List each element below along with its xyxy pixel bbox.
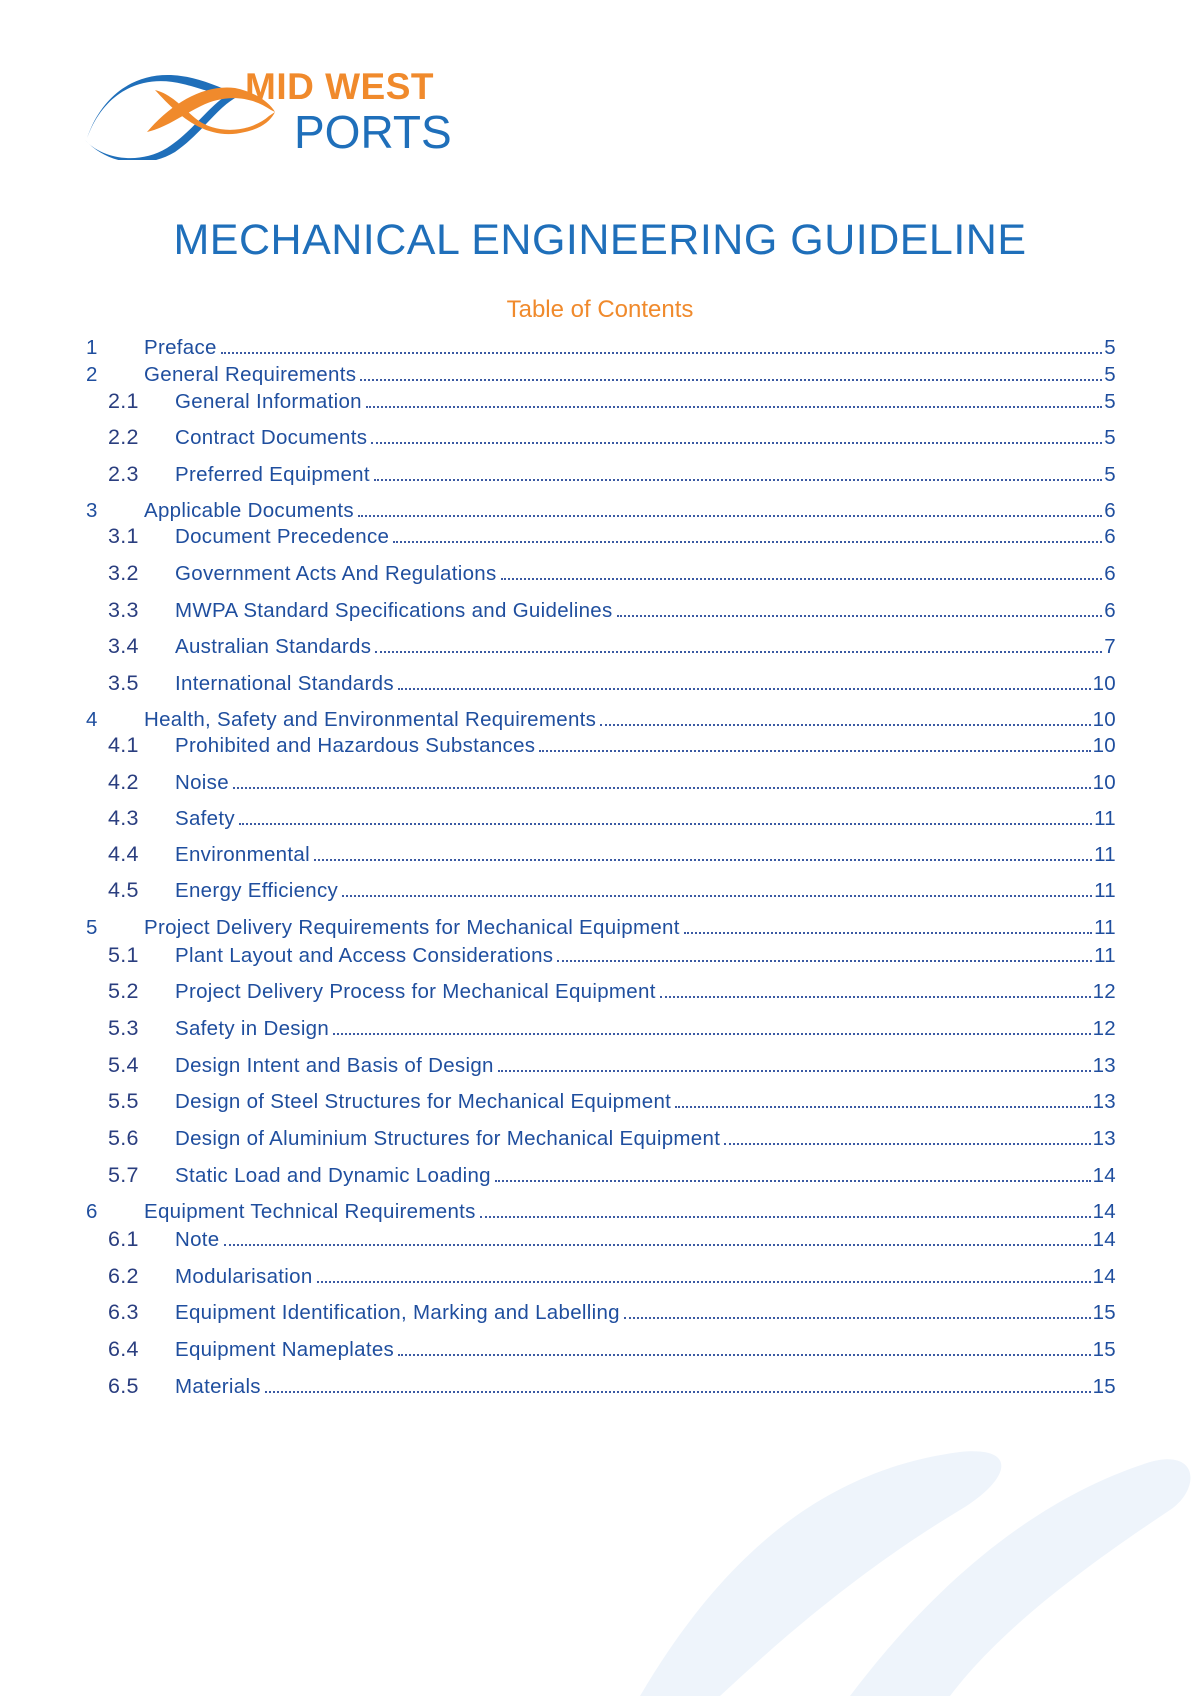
toc-dot-leader xyxy=(684,932,1092,934)
toc-entry-6[interactable] xyxy=(86,1196,1116,1224)
toc-entry-4[interactable] xyxy=(86,704,1116,732)
toc-entry-page-number: 6 xyxy=(1104,499,1116,522)
toc-entry-page-number: 7 xyxy=(1104,635,1116,658)
toc-entry-number: 5.6 xyxy=(108,1126,139,1150)
toc-entry-2-1[interactable] xyxy=(108,386,1116,414)
toc-entry-title: Equipment Technical Requirements xyxy=(144,1200,476,1223)
toc-entry-5[interactable] xyxy=(86,912,1116,940)
toc-entry-title: MWPA Standard Specifications and Guidelines xyxy=(175,599,613,622)
toc-entry-number: 6.3 xyxy=(108,1300,139,1324)
toc-entry-number: 2 xyxy=(86,363,98,386)
toc-entry-title: Materials xyxy=(175,1375,261,1398)
document-title: MECHANICAL ENGINEERING GUIDELINE xyxy=(173,216,1027,264)
toc-entry-5-5[interactable] xyxy=(108,1086,1116,1114)
toc-entry-page-number: 5 xyxy=(1104,390,1116,413)
toc-entry-number: 4 xyxy=(86,708,98,731)
toc-entry-6-3[interactable] xyxy=(108,1297,1116,1325)
toc-entry-page-number: 15 xyxy=(1092,1301,1116,1324)
toc-dot-leader xyxy=(617,615,1103,617)
toc-dot-leader xyxy=(333,1033,1091,1035)
toc-dot-leader xyxy=(371,442,1102,444)
toc-entry-number: 3.4 xyxy=(108,634,139,658)
toc-entry-page-number: 10 xyxy=(1092,734,1116,757)
toc-entry-6-4[interactable] xyxy=(108,1334,1116,1362)
toc-entry-page-number: 14 xyxy=(1092,1228,1116,1251)
toc-entry-title: Project Delivery Requirements for Mechanical Equipment xyxy=(144,916,680,939)
toc-dot-leader xyxy=(675,1106,1090,1108)
toc-entry-title: Static Load and Dynamic Loading xyxy=(175,1164,491,1187)
toc-entry-number: 4.2 xyxy=(108,770,139,794)
toc-entry-number: 1 xyxy=(86,336,98,359)
toc-entry-title: Government Acts And Regulations xyxy=(175,562,497,585)
toc-dot-leader xyxy=(724,1143,1090,1145)
toc-entry-page-number: 11 xyxy=(1094,843,1116,866)
toc-entry-2[interactable] xyxy=(86,359,1116,387)
toc-entry-title: Safety in Design xyxy=(175,1017,330,1040)
toc-entry-4-3[interactable] xyxy=(108,803,1116,831)
toc-dot-leader xyxy=(498,1070,1091,1072)
toc-entry-page-number: 13 xyxy=(1092,1090,1116,1113)
toc-entry-title: Noise xyxy=(175,771,229,794)
toc-entry-number: 5.5 xyxy=(108,1089,139,1113)
toc-entry-title: Note xyxy=(175,1228,220,1251)
toc-entry-6-2[interactable] xyxy=(108,1261,1116,1289)
toc-dot-leader xyxy=(239,823,1092,825)
toc-entry-title: Energy Efficiency xyxy=(175,879,339,902)
toc-entry-title: Safety xyxy=(175,807,235,830)
toc-entry-page-number: 11 xyxy=(1094,807,1116,830)
toc-dot-leader xyxy=(501,578,1103,580)
toc-entry-page-number: 5 xyxy=(1104,426,1116,449)
toc-dot-leader xyxy=(342,895,1092,897)
toc-dot-leader xyxy=(360,379,1102,381)
toc-dot-leader xyxy=(600,724,1090,726)
toc-entry-number: 6.4 xyxy=(108,1337,139,1361)
toc-dot-leader xyxy=(398,688,1091,690)
toc-entry-title: International Standards xyxy=(175,672,394,695)
toc-entry-page-number: 15 xyxy=(1092,1338,1116,1361)
toc-entry-number: 5 xyxy=(86,916,98,939)
toc-entry-number: 5.1 xyxy=(108,943,139,967)
toc-entry-3-3[interactable] xyxy=(108,595,1116,623)
toc-entry-title: Environmental xyxy=(175,843,310,866)
toc-entry-page-number: 12 xyxy=(1092,980,1116,1003)
toc-entry-number: 4.1 xyxy=(108,733,139,757)
toc-entry-page-number: 6 xyxy=(1104,525,1116,548)
toc-entry-number: 4.4 xyxy=(108,842,139,866)
toc-entry-page-number: 11 xyxy=(1094,879,1116,902)
toc-entry-number: 4.5 xyxy=(108,878,139,902)
toc-entry-page-number: 15 xyxy=(1092,1375,1116,1398)
mid-west-ports-logo xyxy=(85,62,465,162)
toc-entry-title: Preferred Equipment xyxy=(175,463,370,486)
toc-entry-number: 3 xyxy=(86,499,98,522)
toc-dot-leader xyxy=(624,1317,1091,1319)
toc-entry-title: Design of Aluminium Structures for Mechanical Equipment xyxy=(175,1127,721,1150)
toc-entry-5-1[interactable] xyxy=(108,940,1116,968)
toc-entry-title: General Requirements xyxy=(144,363,357,386)
toc-dot-leader xyxy=(314,859,1092,861)
toc-dot-leader xyxy=(393,541,1102,543)
toc-entry-title: Modularisation xyxy=(175,1265,313,1288)
toc-entry-title: Equipment Identification, Marking and Labelling xyxy=(175,1301,620,1324)
toc-entry-4-4[interactable] xyxy=(108,839,1116,867)
toc-dot-leader xyxy=(375,651,1102,653)
toc-entry-page-number: 10 xyxy=(1092,771,1116,794)
toc-entry-3-5[interactable] xyxy=(108,668,1116,696)
toc-dot-leader xyxy=(366,406,1102,408)
toc-entry-5-7[interactable] xyxy=(108,1160,1116,1188)
toc-entry-title: Contract Documents xyxy=(175,426,368,449)
toc-entry-title: Design Intent and Basis of Design xyxy=(175,1054,494,1077)
toc-entry-page-number: 10 xyxy=(1092,672,1116,695)
toc-entry-page-number: 10 xyxy=(1092,708,1116,731)
toc-entry-number: 6.2 xyxy=(108,1264,139,1288)
toc-entry-number: 6.1 xyxy=(108,1227,139,1251)
toc-entry-1[interactable] xyxy=(86,332,1116,360)
toc-entry-6-1[interactable] xyxy=(108,1224,1116,1252)
toc-entry-number: 6 xyxy=(86,1200,98,1223)
toc-entry-title: Design of Steel Structures for Mechanical Equipment xyxy=(175,1090,672,1113)
toc-entry-title: Prohibited and Hazardous Substances xyxy=(175,734,536,757)
logo-text-mid-west: MID WEST xyxy=(245,66,434,107)
toc-dot-leader xyxy=(233,787,1091,789)
toc-entry-number: 3.5 xyxy=(108,671,139,695)
toc-entry-page-number: 12 xyxy=(1092,1017,1116,1040)
toc-entry-5-3[interactable] xyxy=(108,1013,1116,1041)
toc-dot-leader xyxy=(398,1354,1091,1356)
toc-entry-4-5[interactable] xyxy=(108,875,1116,903)
toc-entry-3[interactable] xyxy=(86,495,1116,523)
toc-dot-leader xyxy=(480,1216,1091,1218)
toc-entry-title: Preface xyxy=(144,336,217,359)
toc-entry-3-1[interactable] xyxy=(108,521,1116,549)
toc-dot-leader xyxy=(265,1391,1091,1393)
toc-entry-2-2[interactable] xyxy=(108,422,1116,450)
logo-text-ports: PORTS xyxy=(294,106,452,158)
toc-entry-number: 3.3 xyxy=(108,598,139,622)
toc-entry-title: Health, Safety and Environmental Requirements xyxy=(144,708,597,731)
toc-entry-5-2[interactable] xyxy=(108,976,1116,1004)
toc-entry-number: 3.1 xyxy=(108,524,139,548)
toc-entry-page-number: 5 xyxy=(1104,336,1116,359)
toc-entry-3-4[interactable] xyxy=(108,631,1116,659)
toc-dot-leader xyxy=(221,352,1103,354)
toc-entry-6-5[interactable] xyxy=(108,1371,1116,1399)
toc-entry-title: Plant Layout and Access Considerations xyxy=(175,944,554,967)
toc-entry-number: 5.2 xyxy=(108,979,139,1003)
toc-entry-page-number: 11 xyxy=(1094,944,1116,967)
toc-entry-page-number: 5 xyxy=(1104,363,1116,386)
toc-entry-5-6[interactable] xyxy=(108,1123,1116,1151)
toc-entry-page-number: 13 xyxy=(1092,1054,1116,1077)
toc-entry-title: General Information xyxy=(175,390,362,413)
toc-entry-title: Australian Standards xyxy=(175,635,372,658)
toc-entry-4-1[interactable] xyxy=(108,730,1116,758)
toc-entry-title: Applicable Documents xyxy=(144,499,354,522)
toc-entry-number: 5.3 xyxy=(108,1016,139,1040)
toc-entry-page-number: 13 xyxy=(1092,1127,1116,1150)
toc-dot-leader xyxy=(557,960,1092,962)
toc-entry-page-number: 6 xyxy=(1104,562,1116,585)
toc-entry-number: 6.5 xyxy=(108,1374,139,1398)
toc-entry-3-2[interactable] xyxy=(108,558,1116,586)
toc-entry-page-number: 14 xyxy=(1092,1164,1116,1187)
toc-entry-number: 2.3 xyxy=(108,462,139,486)
toc-entry-page-number: 11 xyxy=(1094,916,1116,939)
toc-entry-title: Project Delivery Process for Mechanical Equipment xyxy=(175,980,656,1003)
toc-dot-leader xyxy=(539,750,1090,752)
toc-heading: Table of Contents xyxy=(506,296,694,323)
toc-entry-2-3[interactable] xyxy=(108,459,1116,487)
toc-entry-title: Equipment Nameplates xyxy=(175,1338,395,1361)
toc-entry-page-number: 14 xyxy=(1092,1265,1116,1288)
toc-entry-number: 2.1 xyxy=(108,389,139,413)
toc-dot-leader xyxy=(660,996,1091,998)
toc-entry-number: 2.2 xyxy=(108,425,139,449)
toc-entry-number: 3.2 xyxy=(108,561,139,585)
toc-dot-leader xyxy=(495,1180,1091,1182)
toc-entry-page-number: 14 xyxy=(1092,1200,1116,1223)
toc-entry-page-number: 6 xyxy=(1104,599,1116,622)
toc-dot-leader xyxy=(317,1281,1091,1283)
toc-entry-number: 5.4 xyxy=(108,1053,139,1077)
toc-entry-number: 5.7 xyxy=(108,1163,139,1187)
toc-entry-number: 4.3 xyxy=(108,806,139,830)
toc-entry-page-number: 5 xyxy=(1104,463,1116,486)
toc-dot-leader xyxy=(224,1244,1091,1246)
toc-entry-5-4[interactable] xyxy=(108,1050,1116,1078)
toc-dot-leader xyxy=(358,515,1102,517)
toc-dot-leader xyxy=(374,479,1102,481)
toc-entry-4-2[interactable] xyxy=(108,767,1116,795)
toc-entry-title: Document Precedence xyxy=(175,525,390,548)
